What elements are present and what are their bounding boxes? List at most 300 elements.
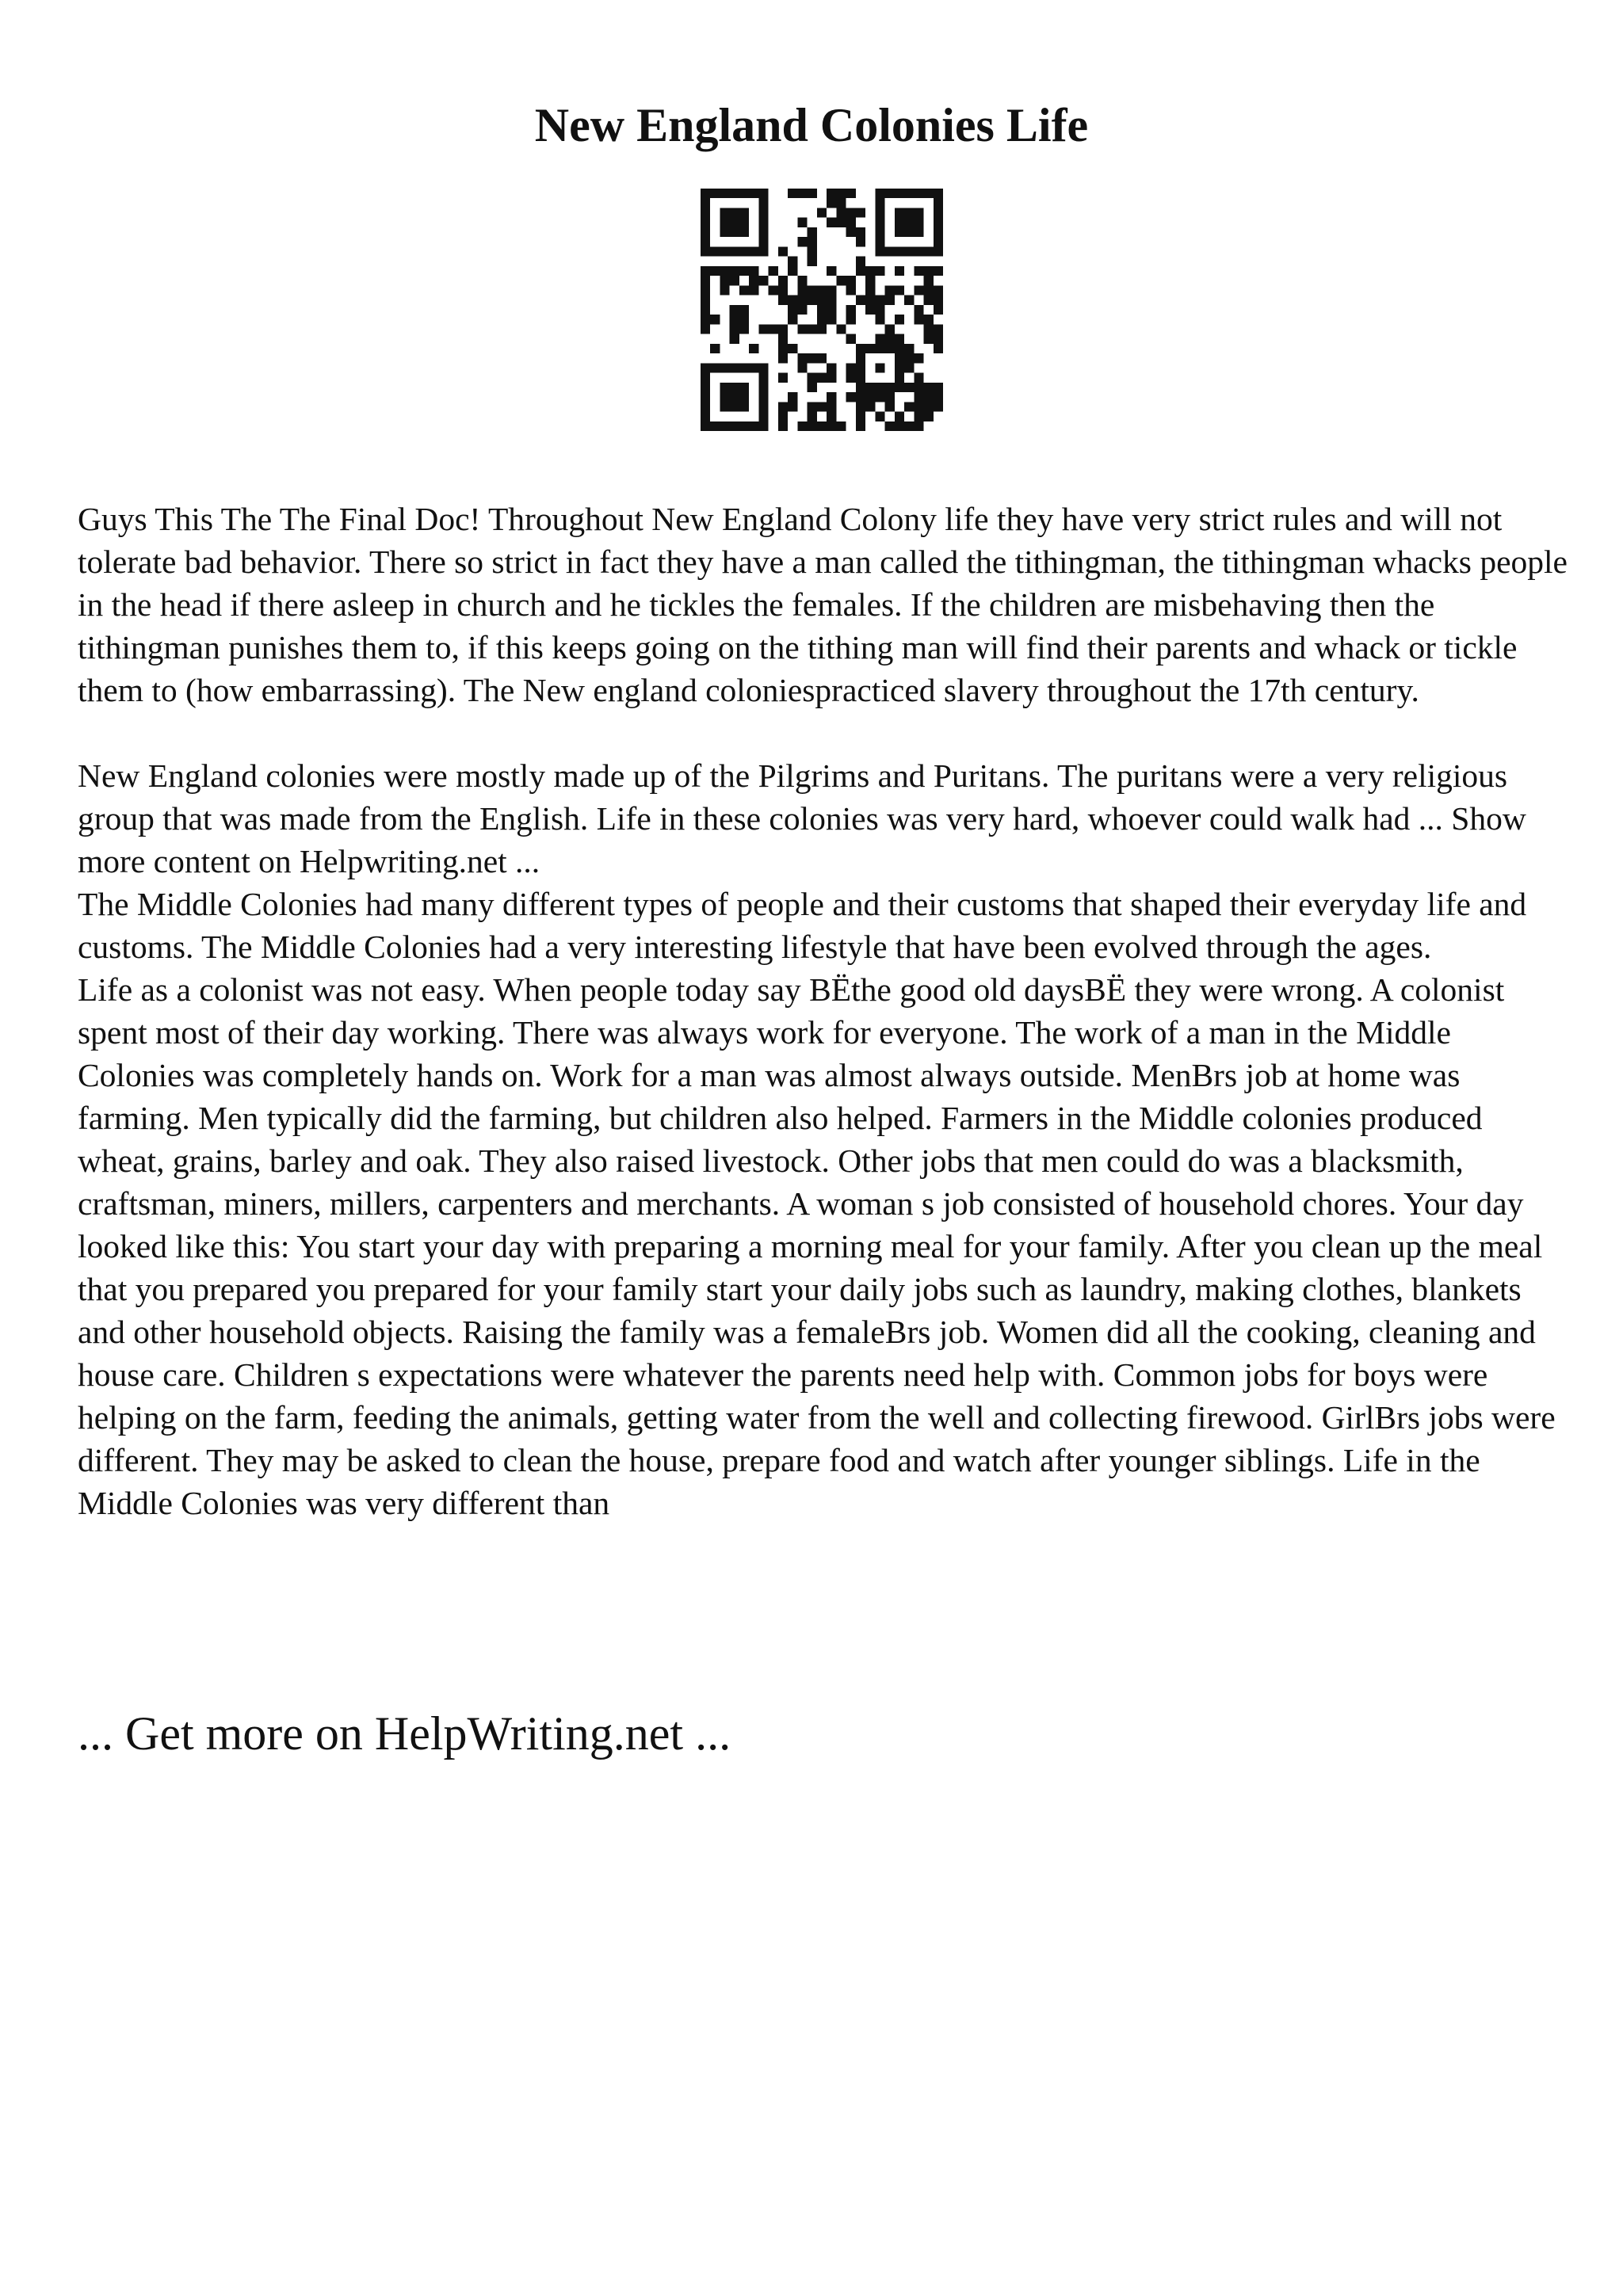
qr-module [788, 296, 797, 305]
qr-module [836, 198, 846, 208]
qr-module [827, 315, 836, 324]
qr-module [808, 257, 817, 266]
qr-module [720, 363, 729, 372]
paragraph-tithingman: Guys This The The Final Doc! Throughout New England Colony life they have very strict rules and will not tolerate bad behavior. There so strict in fact they have a man called the tithingman, the tithingman whacks people in the head if there asleep in church and he tickles the females. If the children are misbehaving then the tithingman punishes them to, if this keeps going on the tithing man will find their parents and whack or tickle them to (how embarrassing). The New england coloniespracticed slavery throughout the 17th century. [78, 501, 1568, 708]
qr-module [846, 208, 856, 217]
qr-module [720, 402, 729, 411]
qr-module [720, 266, 729, 276]
qr-module [856, 402, 865, 411]
qr-module [739, 189, 749, 198]
qr-module [934, 198, 943, 208]
qr-module [895, 344, 904, 353]
qr-module [778, 412, 788, 421]
qr-module [846, 373, 856, 383]
qr-module [827, 296, 836, 305]
qr-module [739, 402, 749, 411]
qr-module [778, 285, 788, 295]
qr-module [730, 189, 739, 198]
qr-module [758, 227, 768, 237]
qr-module [865, 285, 875, 295]
qr-module [827, 285, 836, 295]
qr-module [758, 383, 768, 392]
qr-module [808, 412, 817, 421]
qr-module [730, 305, 739, 315]
qr-module [846, 285, 856, 295]
qr-module [758, 276, 768, 285]
qr-module [808, 402, 817, 411]
qr-module [758, 373, 768, 383]
qr-module [778, 353, 788, 363]
qr-module [817, 373, 827, 383]
qr-module [827, 198, 836, 208]
qr-module [701, 363, 710, 372]
qr-module [914, 412, 923, 421]
qr-module [797, 305, 807, 315]
qr-module [720, 218, 729, 227]
qr-module [730, 227, 739, 237]
qr-module [797, 285, 807, 295]
qr-module [934, 266, 943, 276]
qr-module [817, 324, 827, 334]
qr-module [904, 402, 914, 411]
qr-module [875, 198, 884, 208]
qr-module [808, 373, 817, 383]
qr-module [817, 285, 827, 295]
qr-module [895, 246, 904, 256]
qr-module [914, 246, 923, 256]
qr-module [846, 334, 856, 344]
qr-module [836, 208, 846, 217]
qr-module [895, 363, 904, 372]
qr-module [924, 189, 934, 198]
qr-module [701, 218, 710, 227]
qr-module [710, 266, 720, 276]
qr-module [875, 227, 884, 237]
qr-module [904, 383, 914, 392]
qr-module [701, 324, 710, 334]
qr-module [914, 218, 923, 227]
qr-module [895, 208, 904, 217]
qr-module [778, 334, 788, 344]
qr-module [730, 324, 739, 334]
qr-module [797, 324, 807, 334]
qr-module [865, 392, 875, 402]
qr-module [914, 208, 923, 217]
qr-module [749, 189, 758, 198]
qr-module [778, 402, 788, 411]
qr-module [701, 296, 710, 305]
qr-module [701, 392, 710, 402]
qr-module [739, 285, 749, 295]
qr-module [758, 237, 768, 246]
qr-module [856, 373, 865, 383]
qr-module [808, 285, 817, 295]
qr-module [846, 189, 856, 198]
qr-module [914, 383, 923, 392]
qr-module [827, 402, 836, 411]
qr-module [739, 392, 749, 402]
qr-module [856, 266, 865, 276]
qr-module [730, 383, 739, 392]
qr-module [875, 218, 884, 227]
qr-module [827, 392, 836, 402]
qr-module [924, 266, 934, 276]
qr-module [758, 208, 768, 217]
qr-module [739, 246, 749, 256]
qr-module [758, 412, 768, 421]
qr-module [885, 383, 895, 392]
paragraph-gap [78, 711, 1575, 754]
qr-module [739, 227, 749, 237]
qr-module [730, 315, 739, 324]
qr-module [758, 246, 768, 256]
qr-module [904, 208, 914, 217]
qr-module [720, 421, 729, 431]
qr-module [808, 353, 817, 363]
qr-module [739, 363, 749, 372]
qr-module [720, 276, 729, 285]
qr-module [914, 421, 923, 431]
qr-module [924, 402, 934, 411]
qr-module [817, 402, 827, 411]
qr-module [797, 296, 807, 305]
qr-module [749, 266, 758, 276]
qr-module [895, 421, 904, 431]
qr-module [836, 421, 846, 431]
qr-module [895, 334, 904, 344]
qr-module [934, 392, 943, 402]
qr-module [817, 296, 827, 305]
qr-module [914, 392, 923, 402]
qr-module [875, 237, 884, 246]
qr-module [875, 392, 884, 402]
qr-module [788, 344, 797, 353]
qr-module [710, 315, 720, 324]
qr-module [827, 412, 836, 421]
qr-module [808, 237, 817, 246]
qr-module [720, 189, 729, 198]
qr-module [934, 285, 943, 295]
qr-module [904, 189, 914, 198]
qr-module [885, 324, 895, 334]
qr-module [934, 305, 943, 315]
qr-module [730, 392, 739, 402]
paragraph-pilgrims-puritans: New England colonies were mostly made up of the Pilgrims and Puritans. The puritans were a very religious group that was made from the English. Life in these colonies was very hard, whoever could walk had ... Show more content on Helpwriting.net ... [78, 757, 1526, 879]
qr-module [875, 266, 884, 276]
qr-module [934, 208, 943, 217]
qr-module [758, 324, 768, 334]
qr-module [701, 246, 710, 256]
qr-module [895, 353, 904, 363]
qr-module [778, 324, 788, 334]
qr-module [924, 334, 934, 344]
qr-module [720, 392, 729, 402]
qr-module [701, 315, 710, 324]
get-more-link[interactable]: ... Get more on HelpWriting.net ... [78, 1707, 731, 1760]
qr-module [769, 285, 778, 295]
qr-module [856, 353, 865, 363]
qr-module [739, 218, 749, 227]
qr-module [934, 189, 943, 198]
qr-module [797, 276, 807, 285]
qr-module [875, 363, 884, 372]
qr-module [846, 276, 856, 285]
qr-module [749, 363, 758, 372]
qr-module [914, 189, 923, 198]
qr-module [808, 227, 817, 237]
qr-module [701, 189, 710, 198]
qr-module [827, 305, 836, 315]
qr-module [865, 383, 875, 392]
qr-module [710, 189, 720, 198]
qr-module [846, 315, 856, 324]
paragraph-middle-colonies: The Middle Colonies had many different types of people and their customs that shaped their everyday life and customs. The Middle Colonies had a very interesting lifestyle that have been evolved through the ages. [78, 886, 1527, 965]
qr-module [914, 353, 923, 363]
qr-module [701, 237, 710, 246]
qr-module [701, 383, 710, 392]
qr-module [758, 189, 768, 198]
qr-module [808, 383, 817, 392]
qr-module [788, 305, 797, 315]
qr-module [895, 373, 904, 383]
qr-module [739, 324, 749, 334]
qr-module [778, 276, 788, 285]
qr-module [904, 353, 914, 363]
qr-module [914, 315, 923, 324]
qr-module [749, 344, 758, 353]
qr-module [865, 402, 875, 411]
qr-module [701, 305, 710, 315]
qr-module [914, 285, 923, 295]
qr-code-icon[interactable] [701, 189, 943, 431]
qr-module [710, 363, 720, 372]
qr-module [788, 402, 797, 411]
qr-module [865, 344, 875, 353]
qr-module [797, 363, 807, 372]
qr-module [885, 344, 895, 353]
qr-module [924, 276, 934, 285]
qr-module [836, 324, 846, 334]
qr-module [875, 344, 884, 353]
qr-module [856, 392, 865, 402]
qr-module [788, 257, 797, 266]
qr-module [827, 266, 836, 276]
qr-module [895, 412, 904, 421]
qr-module [778, 296, 788, 305]
qr-module [934, 296, 943, 305]
qr-module [739, 266, 749, 276]
qr-module [797, 353, 807, 363]
qr-module [827, 421, 836, 431]
qr-module [875, 412, 884, 421]
qr-module [701, 198, 710, 208]
qr-module [739, 208, 749, 217]
qr-module [720, 285, 729, 295]
qr-module [924, 324, 934, 334]
qr-module [846, 305, 856, 315]
qr-module [856, 363, 865, 372]
qr-module [701, 276, 710, 285]
qr-module [758, 198, 768, 208]
qr-module [904, 246, 914, 256]
qr-module [758, 421, 768, 431]
qr-module [914, 305, 923, 315]
qr-module [788, 392, 797, 402]
qr-module [797, 218, 807, 227]
qr-module [846, 218, 856, 227]
qr-module [739, 315, 749, 324]
qr-module [827, 189, 836, 198]
qr-module [904, 344, 914, 353]
qr-module [914, 266, 923, 276]
qr-module [701, 373, 710, 383]
qr-module [817, 315, 827, 324]
qr-module [836, 276, 846, 285]
qr-module [875, 296, 884, 305]
qr-module [808, 324, 817, 334]
qr-module [914, 402, 923, 411]
qr-module [701, 402, 710, 411]
document-title: New England Colonies Life [534, 99, 1089, 151]
qr-module [749, 246, 758, 256]
qr-module [856, 208, 865, 217]
qr-module [885, 334, 895, 344]
qr-module [730, 246, 739, 256]
qr-module [885, 246, 895, 256]
qr-module [865, 296, 875, 305]
qr-module [739, 421, 749, 431]
qr-module [885, 296, 895, 305]
qr-module [904, 421, 914, 431]
qr-module [875, 383, 884, 392]
qr-module [846, 392, 856, 402]
qr-module [827, 363, 836, 372]
qr-module [739, 383, 749, 392]
qr-module [885, 189, 895, 198]
qr-module [778, 373, 788, 383]
qr-module [730, 208, 739, 217]
qr-module [797, 189, 807, 198]
qr-module [797, 421, 807, 431]
qr-module [817, 305, 827, 315]
qr-module [934, 227, 943, 237]
qr-module [720, 227, 729, 237]
qr-module [895, 218, 904, 227]
qr-module [788, 189, 797, 198]
qr-module [730, 218, 739, 227]
qr-module [827, 218, 836, 227]
qr-module [808, 296, 817, 305]
qr-module [797, 237, 807, 246]
qr-module [904, 227, 914, 237]
qr-module [710, 344, 720, 353]
qr-module [885, 402, 895, 411]
qr-module [875, 189, 884, 198]
qr-module [846, 227, 856, 237]
qr-module [836, 218, 846, 227]
qr-module [875, 315, 884, 324]
qr-module [701, 227, 710, 237]
qr-module [749, 421, 758, 431]
qr-module [904, 296, 914, 305]
qr-module [895, 315, 904, 324]
qr-module [720, 246, 729, 256]
qr-module [769, 324, 778, 334]
qr-module [749, 276, 758, 285]
qr-module [817, 421, 827, 431]
qr-module [701, 208, 710, 217]
qr-module [778, 344, 788, 353]
qr-module [808, 189, 817, 198]
qr-module [875, 208, 884, 217]
qr-module [758, 392, 768, 402]
qr-module [914, 373, 923, 383]
qr-module [749, 285, 758, 295]
qr-module [758, 363, 768, 372]
qr-module [778, 246, 788, 256]
qr-module [865, 305, 875, 315]
qr-module [701, 266, 710, 276]
qr-module [924, 296, 934, 305]
qr-module [817, 353, 827, 363]
qr-module [934, 383, 943, 392]
qr-module [934, 324, 943, 334]
qr-module [778, 421, 788, 431]
qr-module [875, 334, 884, 344]
qr-module [895, 383, 904, 392]
qr-module [934, 237, 943, 246]
qr-module [885, 421, 895, 431]
qr-module [856, 296, 865, 305]
qr-module [924, 246, 934, 256]
qr-module [836, 189, 846, 198]
qr-module [827, 373, 836, 383]
qr-module [701, 421, 710, 431]
qr-module [788, 315, 797, 324]
qr-module [924, 383, 934, 392]
paragraph-colonist-life: Life as a colonist was not easy. When people today say BËthe good old daysBË they were wrong. A colonist spent most of their day working. There was always work for everyone. The work of a man in the Middle Colonies was completely hands on. Work for a man was almost always outside. MenBrs job at home was farming. Men typically did the farming, but children also helped. Farmers in the Middle colonies produced wheat, grains, barley and oak. They also raised livestock. Other jobs that men could do was a blacksmith, craftsman, miners, millers, carpenters and merchants. A woman s job consisted of household chores. Your day looked like this: You start your day with preparing a morning meal for your family. After you clean up the meal that you prepared you prepared for your family start your daily jobs such as laundry, making clothes, blankets and other household objects. Raising the family was a femaleBrs job. Women did all the cooking, cleaning and house care. Children s expectations were whatever the parents need help with. Common jobs for boys were helping on the farm, feeding the animals, getting water from the well and collecting firewood. GirlBrs jobs were different. They may be asked to clean the house, prepare food and watch after younger siblings. Life in the Middle Colonies was very different than [78, 971, 1556, 1521]
qr-module [788, 266, 797, 276]
qr-module [730, 402, 739, 411]
qr-module [924, 285, 934, 295]
qr-module [934, 402, 943, 411]
qr-module [895, 189, 904, 198]
qr-module [730, 276, 739, 285]
qr-module [885, 285, 895, 295]
qr-module [730, 421, 739, 431]
qr-module [856, 257, 865, 266]
qr-module [856, 383, 865, 392]
qr-module [730, 266, 739, 276]
qr-module [817, 208, 827, 217]
qr-module [856, 421, 865, 431]
qr-module [739, 305, 749, 315]
qr-code-graphic [701, 189, 943, 431]
qr-module [924, 412, 934, 421]
qr-module [875, 305, 884, 315]
qr-module [701, 285, 710, 295]
qr-module [885, 392, 895, 402]
document-body [78, 498, 1575, 1524]
qr-module [856, 412, 865, 421]
qr-module [846, 363, 856, 372]
qr-module [808, 246, 817, 256]
qr-module [904, 363, 914, 372]
qr-module [895, 285, 904, 295]
qr-module [904, 218, 914, 227]
qr-module [769, 266, 778, 276]
qr-module [914, 227, 923, 237]
